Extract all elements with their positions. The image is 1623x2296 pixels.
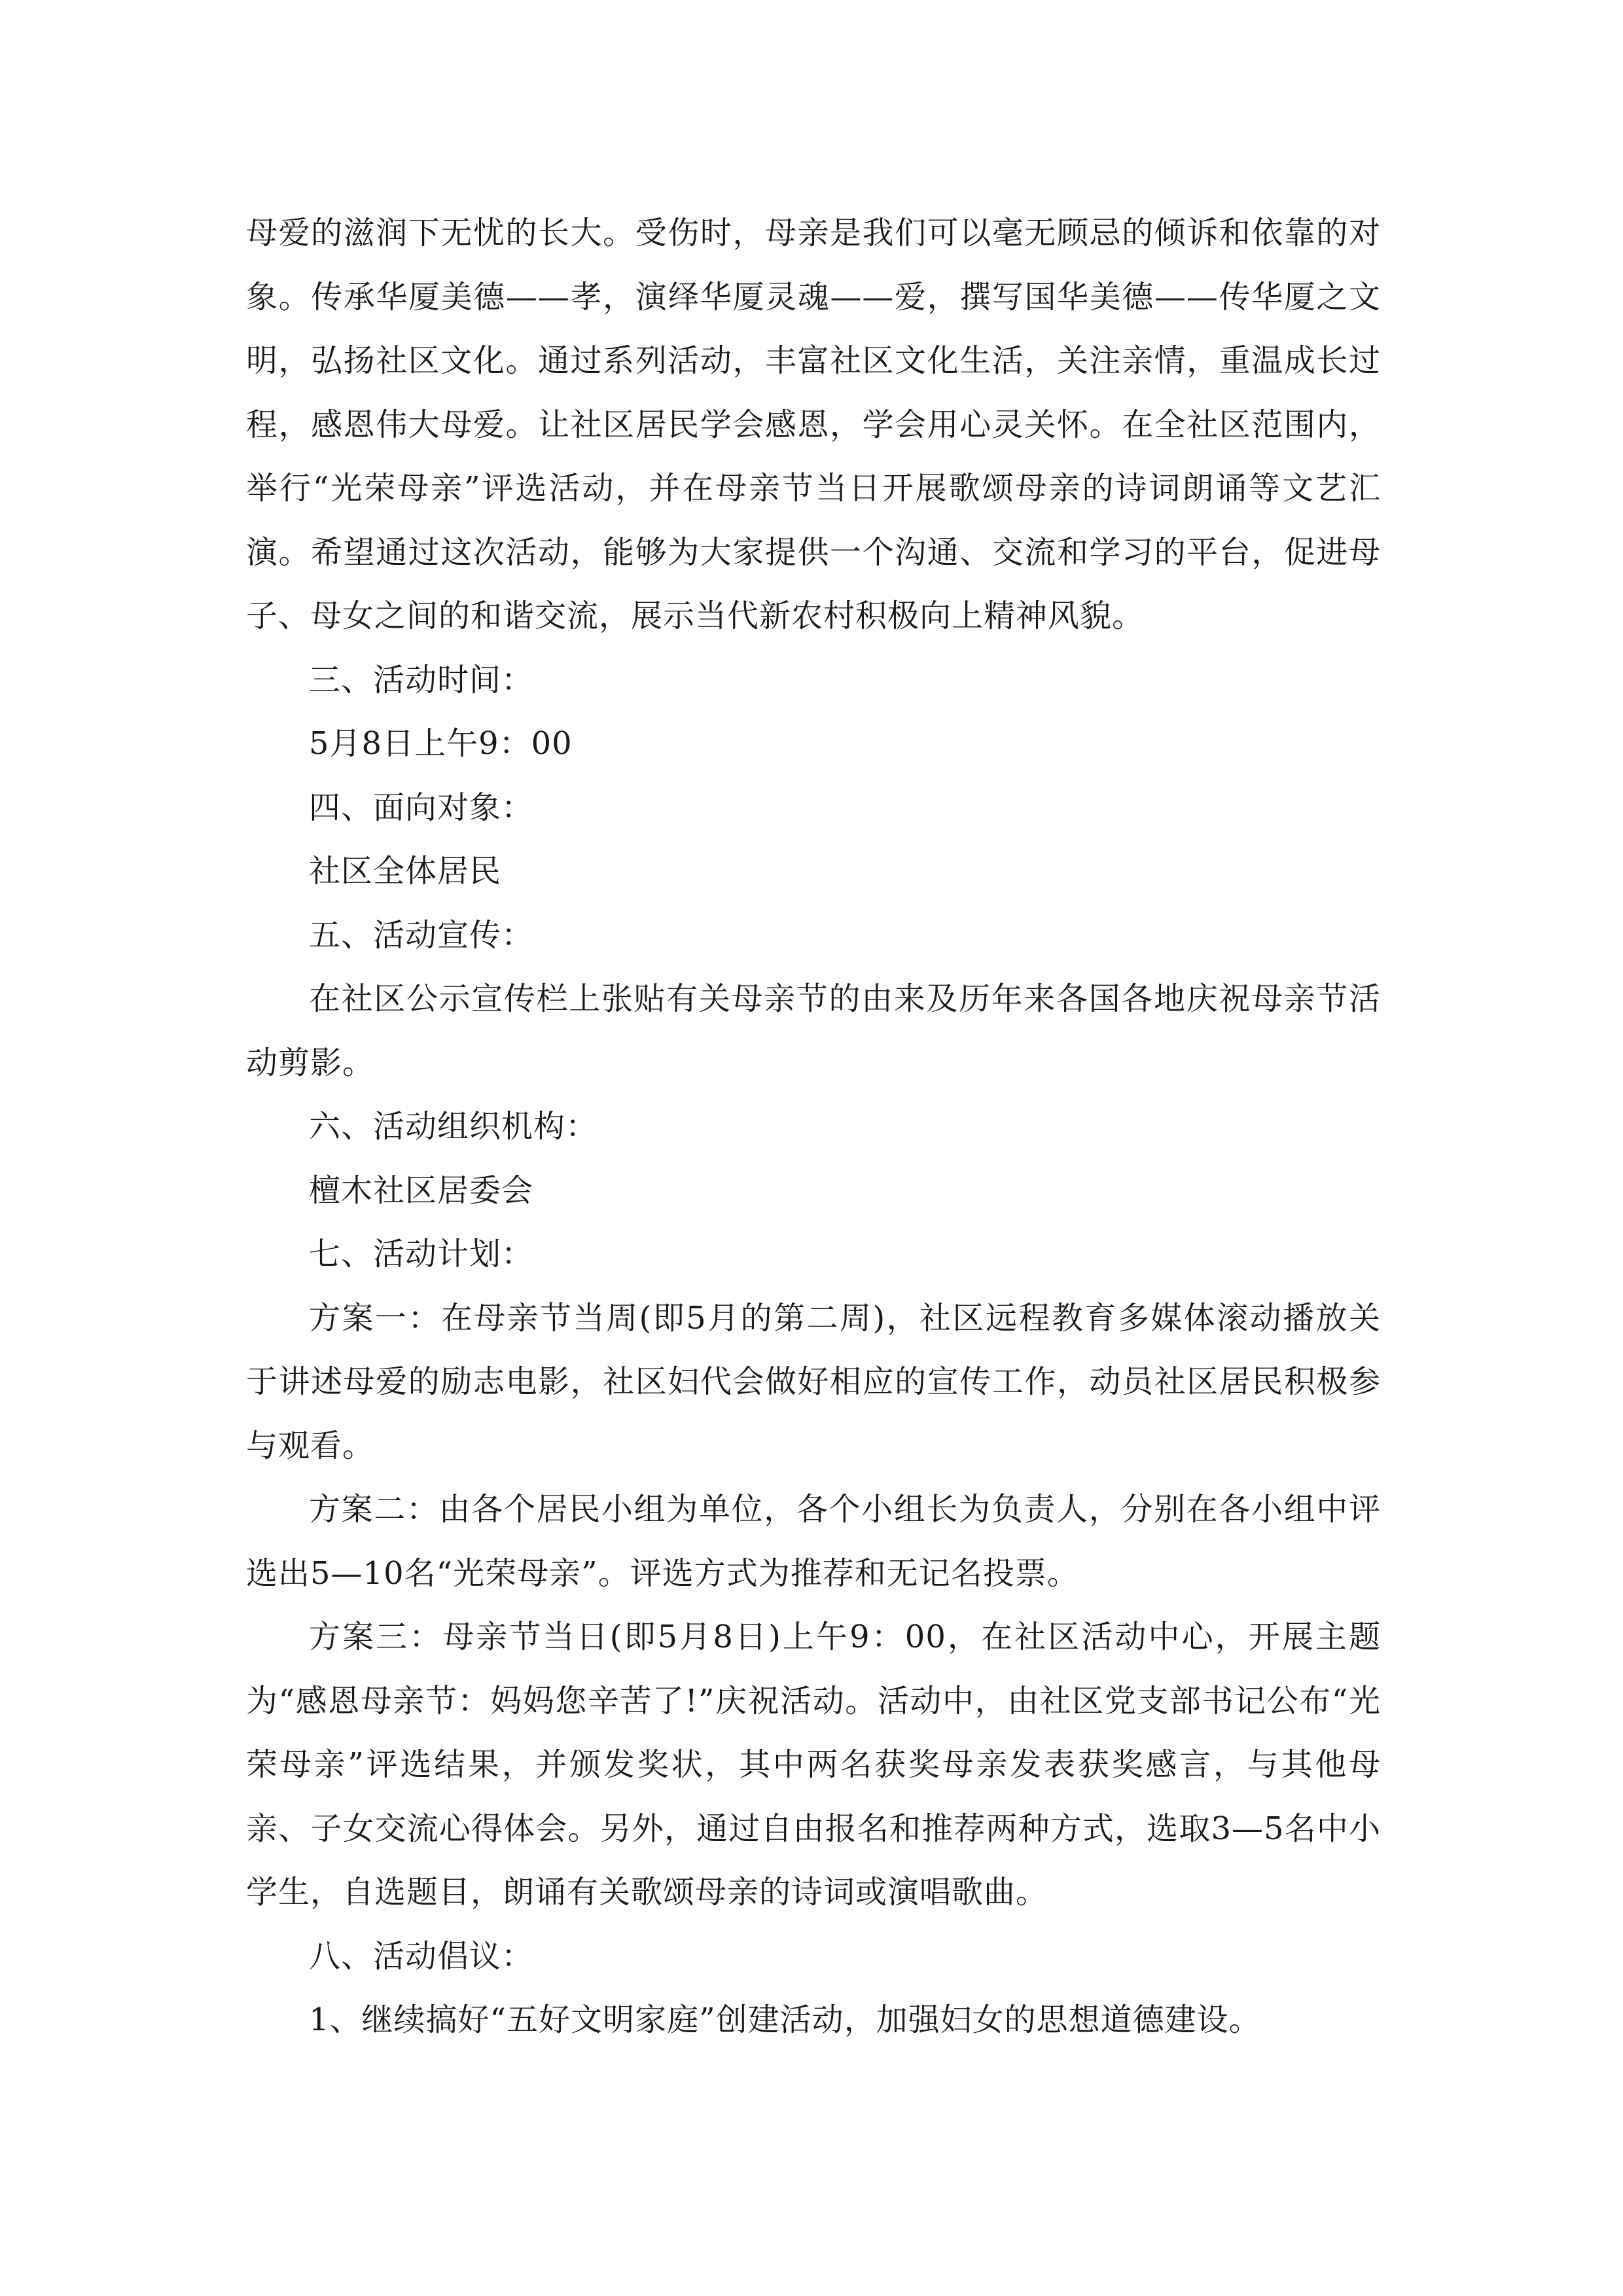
activity-time-value: 5月8日上午9：00 [309,725,573,762]
heading-organizer: 六、活动组织机构： [309,1108,598,1145]
organizer-value: 檀木社区居委会 [309,1172,534,1209]
heading-activity-plan: 七、活动计划： [309,1236,534,1272]
heading-publicity: 五、活动宣传： [309,916,534,954]
heading-activity-time: 三、活动时间： [309,661,534,698]
plan-two: 方案二：由各个居民小组为单位，各个小组长为负责人，分别在各小组中评选出5—10名“光荣母亲”。评选方式为推荐和无记名投票。 [246,1491,1381,1592]
initiative-item-1: 1、继续搞好“五好文明家庭”创建活动，加强妇女的思想道德建设。 [309,2001,1261,2038]
heading-target-audience: 四、面向对象： [309,789,534,826]
plan-one: 方案一：在母亲节当周(即5月的第二周)，社区远程教育多媒体滚动播放关于讲述母爱的励志电影，社区妇代会做好相应的宣传工作，动员社区居民积极参与观看。 [246,1299,1381,1464]
target-audience-value: 社区全体居民 [309,853,502,889]
document-page [246,202,1381,2053]
plan-three: 方案三：母亲节当日(即5月8日)上午9：00，在社区活动中心，开展主题为“感恩母亲节：妈妈您辛苦了!”庆祝活动。活动中，由社区党支部书记公布“光荣母亲”评选结果，并颁发奖状，其中两名获奖母亲发表获奖感言，与其他母亲、子女交流心得体会。另外，通过自由报名和推荐两种方式，选取3—5名中小学生，自选题目，朗诵有关歌颂母亲的诗词或演唱歌曲。 [246,1619,1381,1910]
heading-initiative: 八、活动倡议： [309,1937,534,1975]
publicity-text: 在社区公示宣传栏上张贴有关母亲节的由来及历年来各国各地庆祝母亲节活动剪影。 [246,980,1381,1081]
paragraph-continuation: 母爱的滋润下无忧的长大。受伤时，母亲是我们可以毫无顾忌的倾诉和依靠的对象。传承华厦美德——孝，演绎华厦灵魂——爱，撰写国华美德——传华厦之文明，弘扬社区文化。通过系列活动，丰富社区文化生活，关注亲情，重温成长过程，感恩伟大母爱。让社区居民学会感恩，学会用心灵关怀。在全社区范围内，举行“光荣母亲”评选活动，并在母亲节当日开展歌颂母亲的诗词朗诵等文艺汇演。希望通过这次活动，能够为大家提供一个沟通、交流和学习的平台，促进母子、母女之间的和谐交流，展示当代新农村积极向上精神风貌。 [246,215,1381,634]
